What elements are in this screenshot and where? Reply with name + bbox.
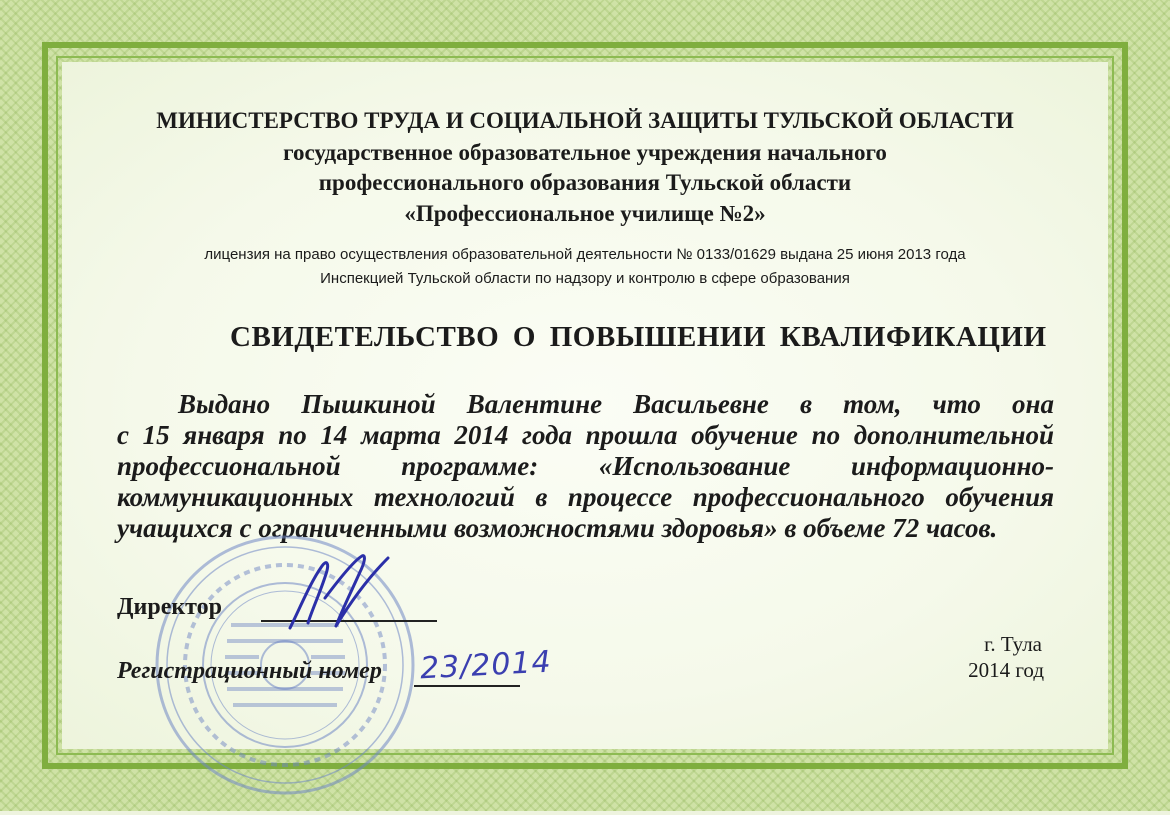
institution-line-2: профессионального образования Тульской области: [318, 170, 852, 195]
body-text-line-2: с 15 января по 14 марта 2014 года прошла обучение по дополнительной: [117, 420, 1054, 450]
body-text-line-4: коммуникационных технологий в процессе профессионального обучения: [117, 482, 1054, 512]
institution-name: «Профессиональное училище №2»: [404, 201, 766, 226]
registration-label: Регистрационный номер: [117, 658, 382, 684]
body-text-line-1: Выдано Пышкиной Валентине Васильевне в том, что она: [178, 389, 1054, 419]
director-signature-line: [261, 620, 437, 622]
license-line-1: лицензия на право осуществления образовательной деятельности № 0133/01629 выдана 25 июня 2013 года: [204, 246, 966, 263]
registration-number: 23/2014: [419, 644, 553, 687]
license-line-2: Инспекцией Тульской области по надзору и контролю в сфере образования: [320, 270, 850, 287]
year: 2014 год: [968, 658, 1044, 682]
director-label: Директор: [117, 594, 222, 620]
document-title: СВИДЕТЕЛЬСТВО О ПОВЫШЕНИИ КВАЛИФИКАЦИИ: [230, 321, 1047, 353]
ministry-heading: МИНИСТЕРСТВО ТРУДА И СОЦИАЛЬНОЙ ЗАЩИТЫ ТУЛЬСКОЙ ОБЛАСТИ: [156, 108, 1014, 133]
body-text-line-3: профессиональной программе: «Использование информационно-: [117, 451, 1054, 481]
city: г. Тула: [984, 632, 1042, 656]
body-text-line-5: учащихся с ограниченными возможностями здоровья» в объеме 72 часов.: [117, 513, 998, 543]
institution-line-1: государственное образовательное учреждения начального: [283, 140, 887, 165]
